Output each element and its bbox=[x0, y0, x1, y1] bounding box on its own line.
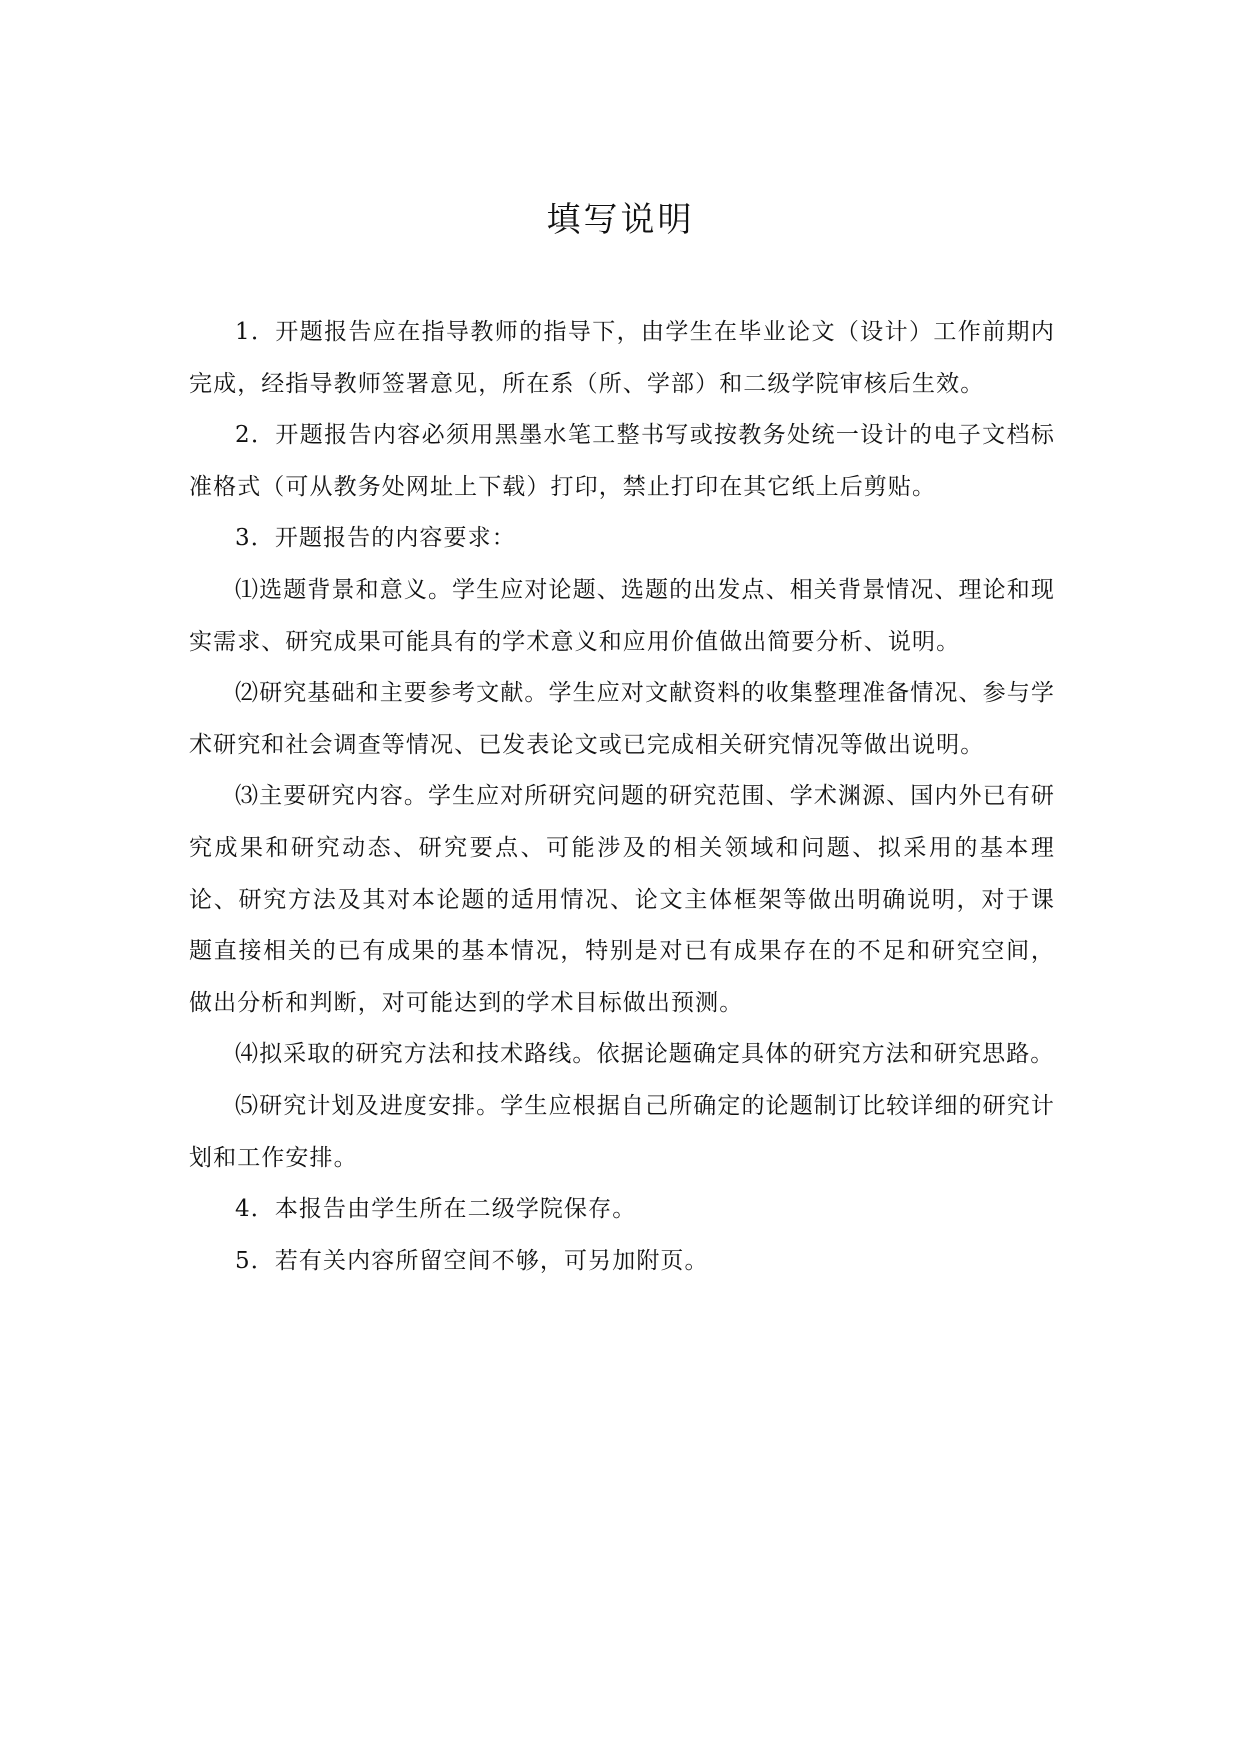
requirement-schedule: ⑸研究计划及进度安排。学生应根据自己所确定的论题制订比较详细的研究计划和工作安排。 bbox=[189, 1092, 1055, 1171]
requirement-foundation: ⑵研究基础和主要参考文献。学生应对文献资料的收集整理准备情况、参与学术研究和社会调查等情况、已发表论文或已完成相关研究情况等做出说明。 bbox=[189, 680, 1055, 758]
instruction-item-4: 4．本报告由学生所在二级学院保存。 bbox=[235, 1196, 637, 1223]
instruction-item-2: 2．开题报告内容必须用黑墨水笔工整书写或按教务处统一设计的电子文档标准格式（可从教务处网址上下载）打印，禁止打印在其它纸上后剪贴。 bbox=[189, 422, 1055, 500]
requirement-background: ⑴选题背景和意义。学生应对论题、选题的出发点、相关背景情况、理论和现实需求、研究成果可能具有的学术意义和应用价值做出简要分析、说明。 bbox=[189, 576, 1055, 655]
page-title: 填写说明 bbox=[546, 200, 695, 240]
requirement-content: ⑶主要研究内容。学生应对所研究问题的研究范围、学术渊源、国内外已有研究成果和研究动态、研究要点、可能涉及的相关领域和问题、拟采用的基本理论、研究方法及其对本论题的适用情况、论文主体框架等做出明确说明，对于课题直接相关的已有成果的基本情况，特别是对已有成果存在的不足和研究空间，做出分析和判断，对可能达到的学术目标做出预测。 bbox=[189, 783, 1055, 1016]
instruction-item-3: 3．开题报告的内容要求： bbox=[235, 525, 516, 552]
requirement-methods: ⑷拟采取的研究方法和技术路线。依据论题确定具体的研究方法和研究思路。 bbox=[235, 1041, 1055, 1068]
instruction-item-1: 1．开题报告应在指导教师的指导下，由学生在毕业论文（设计）工作前期内完成，经指导教师签署意见，所在系（所、学部）和二级学院审核后生效。 bbox=[189, 319, 1055, 397]
instructions-body bbox=[189, 307, 1055, 1287]
instruction-item-5: 5．若有关内容所留空间不够，可另加附页。 bbox=[235, 1247, 709, 1274]
